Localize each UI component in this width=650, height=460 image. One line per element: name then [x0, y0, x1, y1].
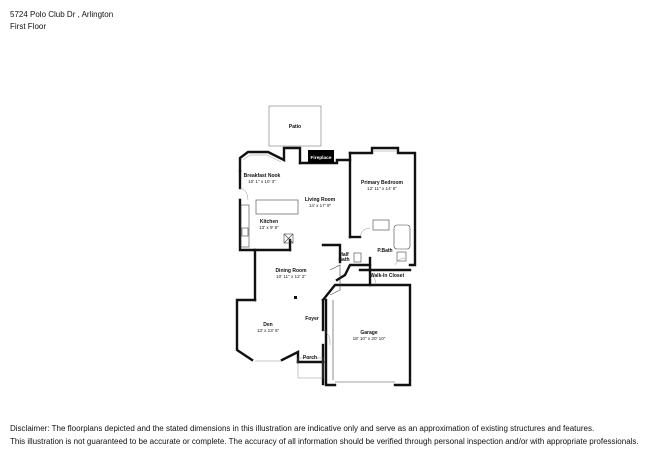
dining-room-label: Dining Room: [275, 268, 307, 274]
property-address: 5724 Polo Club Dr , Arlington: [10, 10, 114, 19]
living-room-label: Living Room: [304, 197, 336, 203]
foyer-label: Foyer: [305, 316, 319, 322]
kitchen-dims: 13' x 9' 9": [259, 225, 279, 230]
floor-label: First Floor: [10, 22, 46, 31]
half-bath-label-1: Half: [339, 252, 349, 258]
half-bath-label-2: Bath: [338, 257, 350, 263]
den-dims: 13' x 13' 6": [256, 328, 280, 333]
porch-label: Porch: [302, 355, 318, 361]
breakfast-nook-label: Breakfast Nook: [243, 173, 281, 179]
kitchen-label: Kitchen: [259, 219, 279, 225]
disclaimer-line-1: Disclaimer: The floorplans depicted and the stated dimensions in this illustration are indicative only and serve as an approximation of existing structures and features.: [10, 424, 595, 433]
patio-label: Patio: [288, 124, 302, 130]
den-label: Den: [263, 322, 273, 328]
interior-walls: [255, 237, 410, 362]
disclaimer-line-2: This illustration is not guaranteed to be accurate or complete. The accuracy of all information should be verified through personal inspection and/or with appropriate professionals.: [10, 437, 639, 446]
p-bath-label: P.Bath: [377, 248, 393, 254]
primary-bedroom-dims: 12' 11" x 14' 6": [367, 186, 397, 191]
fireplace-label: Fireplace: [310, 156, 332, 161]
garage-label: Garage: [360, 330, 378, 336]
breakfast-nook-dims: 10' 1" x 10' 3": [248, 179, 276, 184]
garage-dims: 18' 10" x 20' 10": [352, 336, 386, 341]
walk-in-closet-label: Walk-In Closet: [369, 273, 405, 279]
dining-marker: [294, 296, 297, 299]
primary-bedroom-label: Primary Bedroom: [361, 180, 403, 186]
dining-room-dims: 10' 11" x 12' 2": [276, 274, 306, 279]
living-room-dims: 14' x 17' 9": [308, 203, 332, 208]
